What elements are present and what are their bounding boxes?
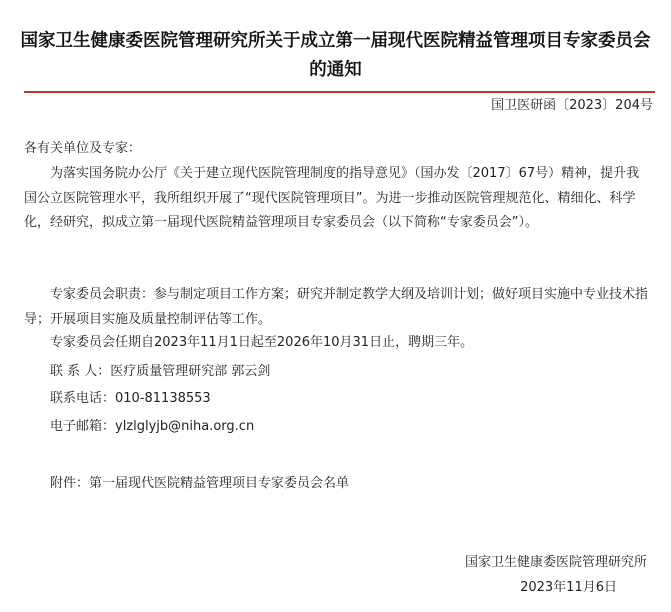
document-title: 国家卫生健康委医院管理研究所关于成立第一届现代医院精益管理项目专家委员会的通知 [20, 31, 651, 80]
paragraph-purpose: 为落实国务院办公厅《关于建立现代医院管理制度的指导意见》（国办发〔2017〕67号）精神，提升我国公立医院管理水平，我所组织开展了“现代医院管理项目”。为进一步推动医院管理规范化、精细化、科学化，经研究，拟成立第一届现代医院精益管理项目专家委员会（以下简称“专家委员会”）。 [24, 166, 640, 231]
salutation: 各有关单位及专家： [24, 141, 142, 156]
signature-date: 2023年11月6日 [520, 580, 617, 595]
document-number: 国卫医研函〔2023〕204号 [491, 98, 653, 113]
contact-phone: 联系电话：010-81138553 [50, 391, 211, 406]
red-header-rule [24, 91, 655, 93]
attachment-link[interactable]: 附件：第一届现代医院精益管理项目专家委员会名单 [50, 476, 350, 491]
paragraph-duties: 专家委员会职责：参与制定项目工作方案；研究并制定教学大纲及培训计划；做好项目实施中专业技术指导；开展项目实施及质量控制评估等工作。 [24, 287, 649, 327]
signature-organization: 国家卫生健康委医院管理研究所 [464, 555, 647, 570]
contact-person: 联 系 人：医疗质量管理研究部 郭云剑 [50, 364, 271, 379]
term-of-office: 专家委员会任期自2023年11月1日起至2026年10月31日止，聘期三年。 [50, 335, 474, 350]
contact-email: 电子邮箱：ylzlglyjb@niha.org.cn [50, 419, 255, 434]
